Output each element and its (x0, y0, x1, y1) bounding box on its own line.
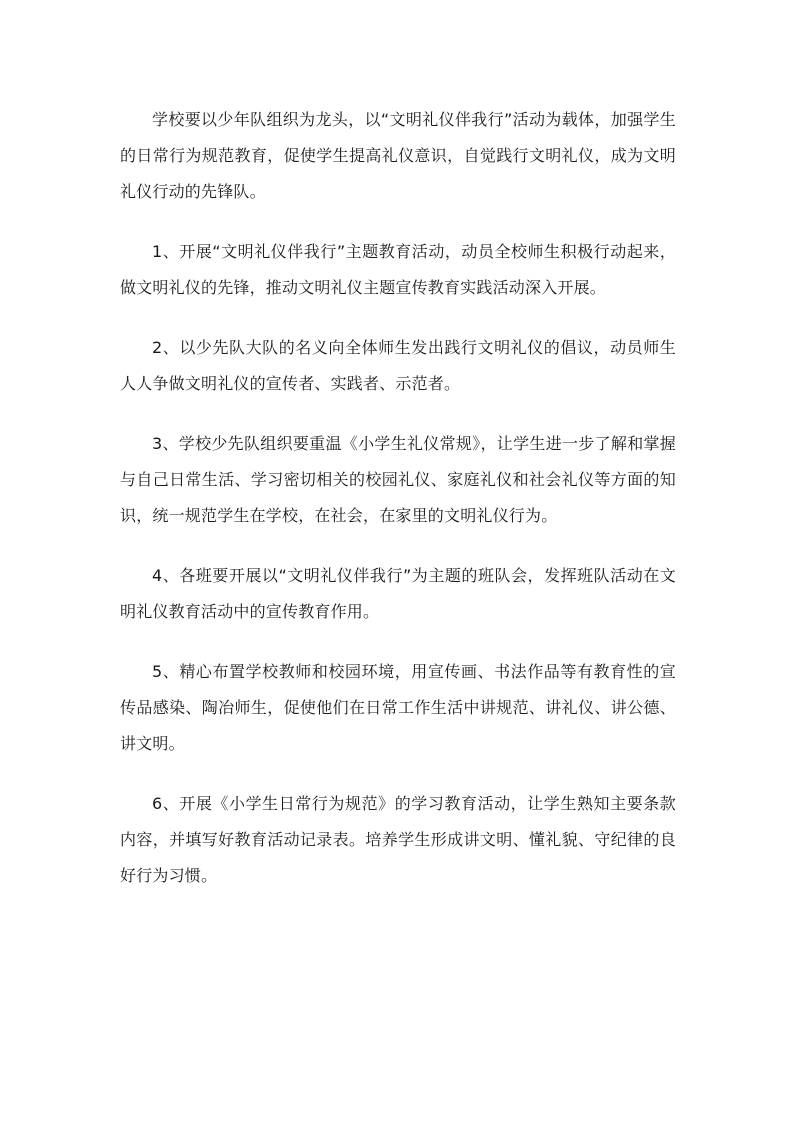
document-body (120, 102, 676, 918)
item-3-paragraph: 3、学校少先队组织要重温《小学生礼仪常规》，让学生进一步了解和掌握与自己日常生活、学习密切相关的校园礼仪、家庭礼仪和社会礼仪等方面的知识，统一规范学生在学校，在社会，在家里的文明礼仪行为。 (120, 434, 676, 525)
intro-paragraph: 学校要以少年队组织为龙头，以“文明礼仪伴我行”活动为载体，加强学生的日常行为规范教育，促使学生提高礼仪意识，自觉践行文明礼仪，成为文明礼仪行动的先锋队。 (120, 110, 676, 201)
item-5-paragraph: 5、精心布置学校教师和校园环境，用宣传画、书法作品等有教育性的宣传品感染、陶冶师生，促使他们在日常工作生活中讲规范、讲礼仪、讲公德、讲文明。 (120, 662, 676, 753)
item-4-paragraph: 4、各班要开展以“文明礼仪伴我行”为主题的班队会，发挥班队活动在文明礼仪教育活动中的宣传教育作用。 (120, 566, 676, 621)
item-6-paragraph: 6、开展《小学生日常行为规范》的学习教育活动，让学生熟知主要条款内容，并填写好教育活动记录表。培养学生形成讲文明、懂礼貌、守纪律的良好行为习惯。 (120, 794, 676, 885)
item-2-paragraph: 2、以少先队大队的名义向全体师生发出践行文明礼仪的倡议，动员师生人人争做文明礼仪的宣传者、实践者、示范者。 (120, 338, 676, 393)
item-1-paragraph: 1、开展“文明礼仪伴我行”主题教育活动，动员全校师生积极行动起来，做文明礼仪的先锋，推动文明礼仪主题宣传教育实践活动深入开展。 (120, 242, 676, 297)
